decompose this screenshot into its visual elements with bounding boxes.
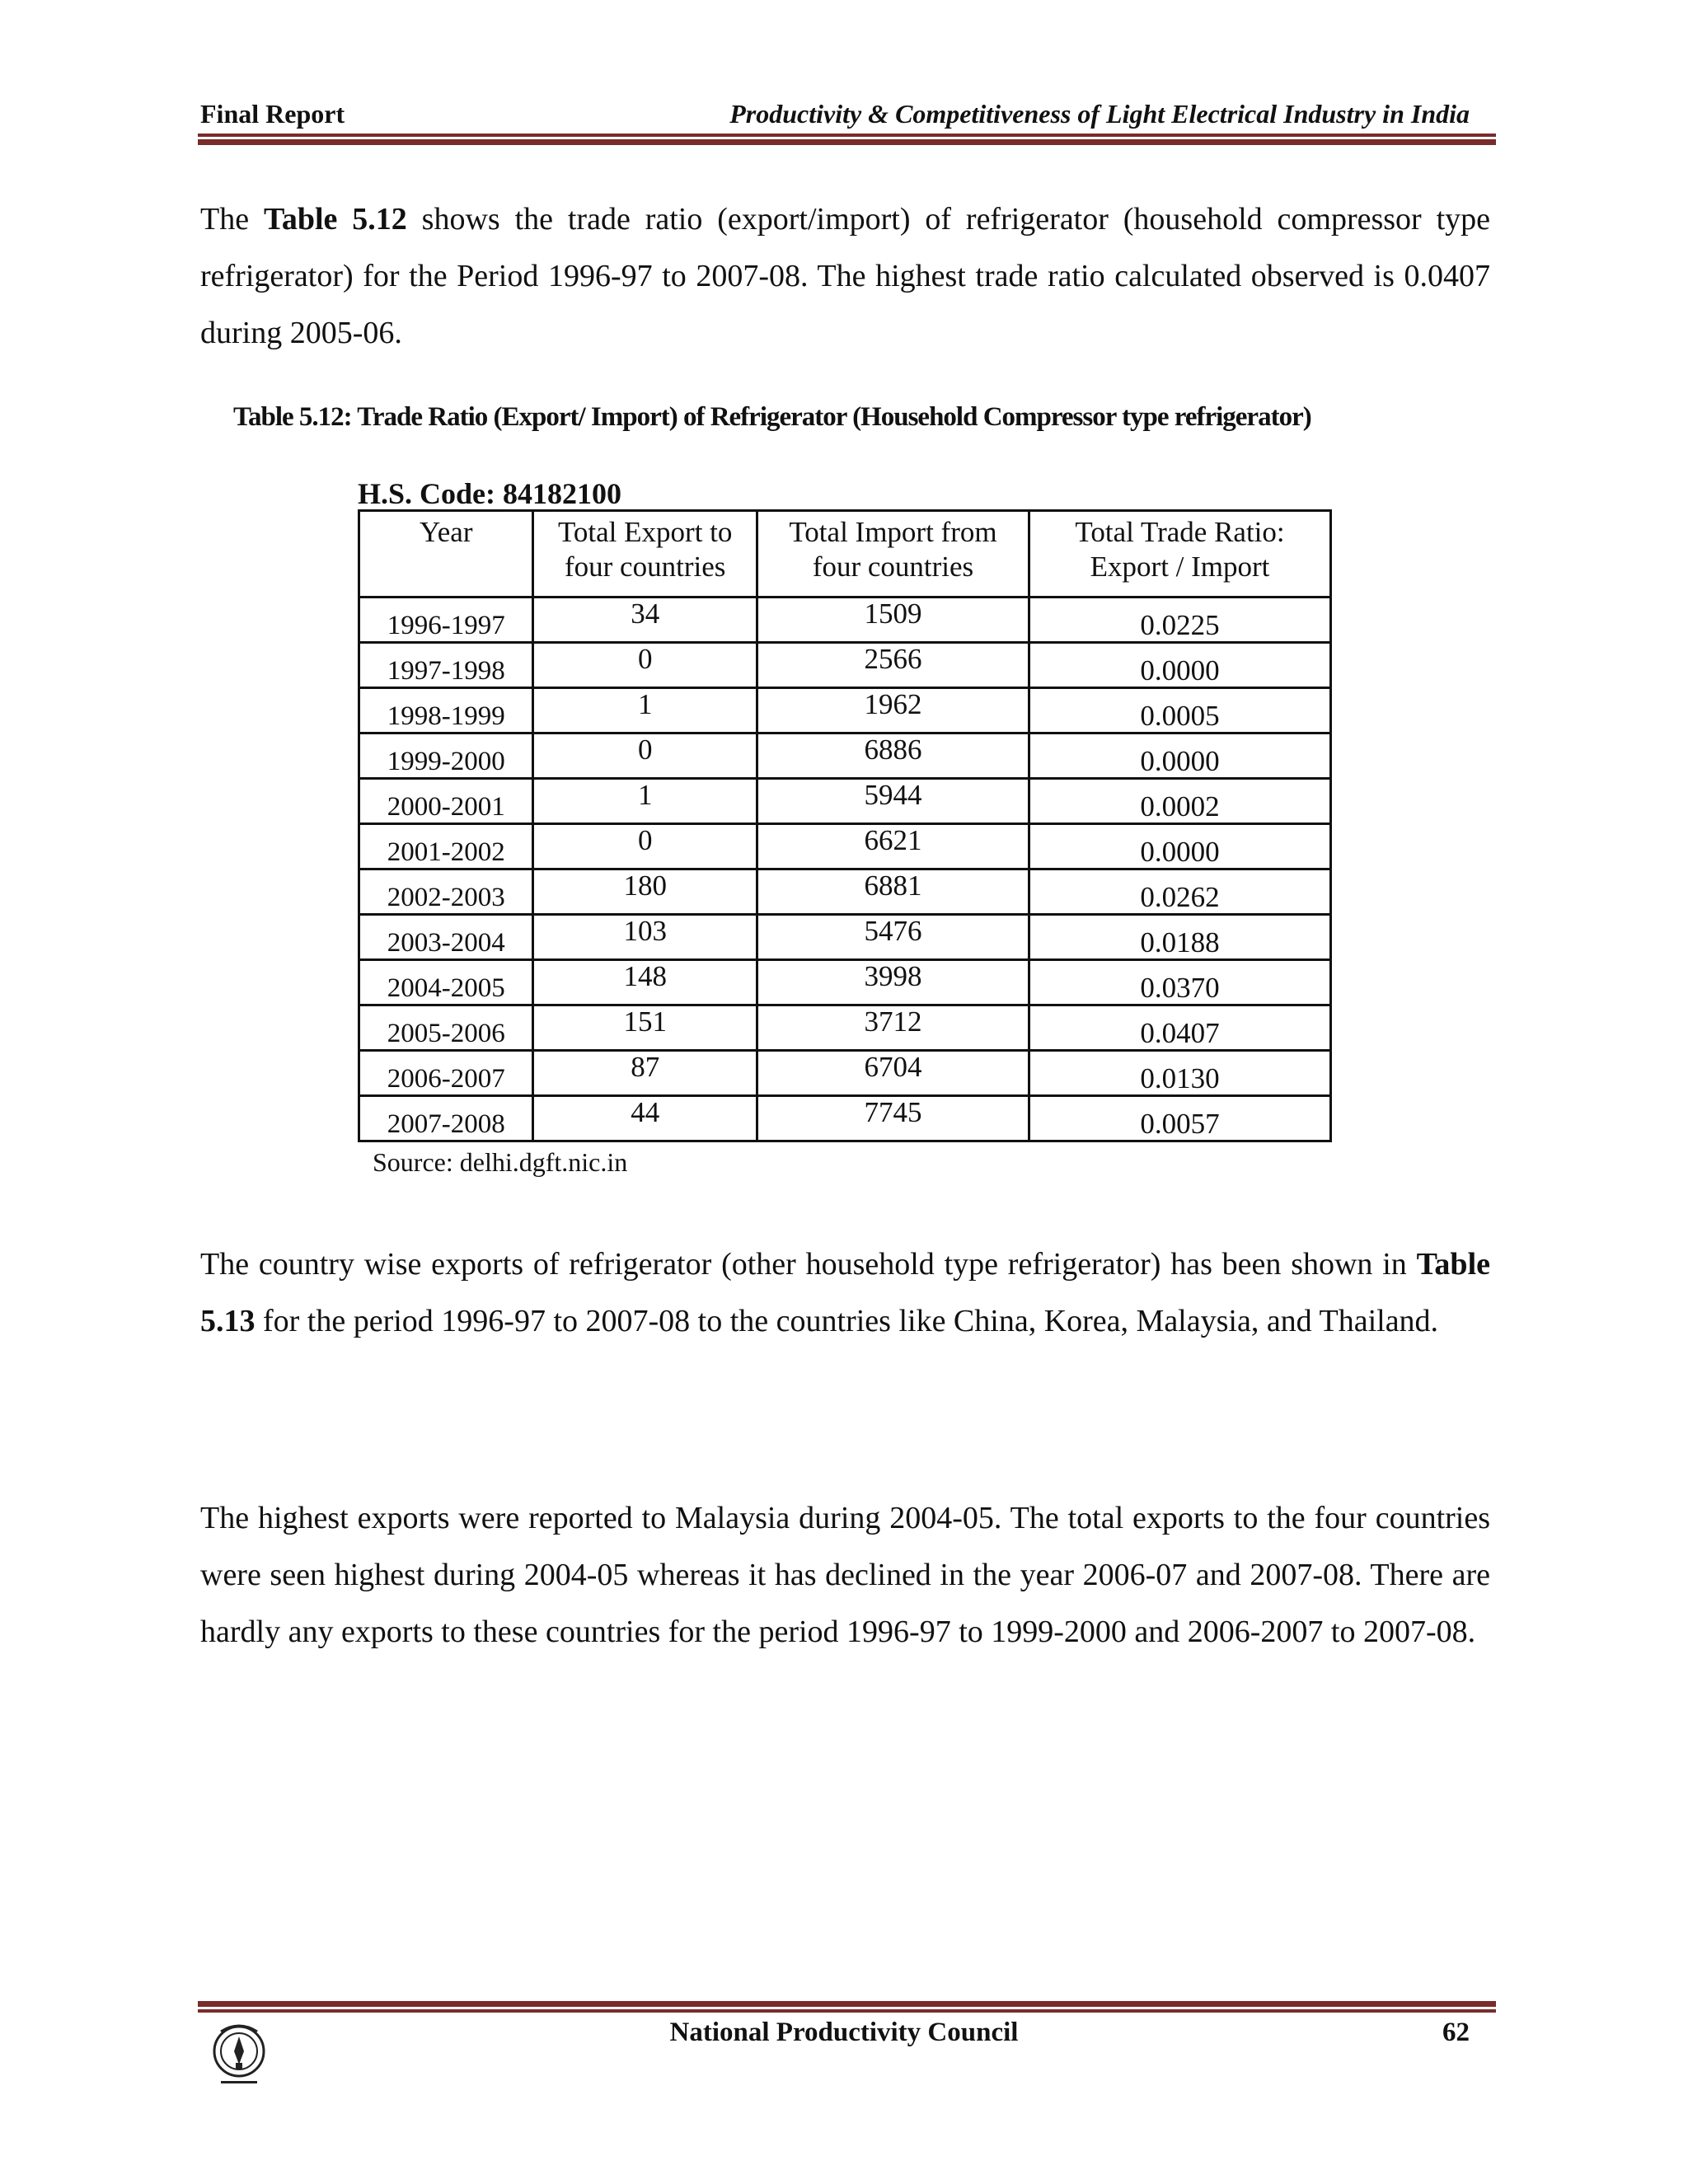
table-header-row <box>359 511 1331 598</box>
table-caption: Table 5.12: Trade Ratio (Export/ Import) of Refrigerator (Household Compressor type refrigerator) <box>233 402 1311 432</box>
cell-export: 0 <box>533 643 757 688</box>
cell-export: 148 <box>533 960 757 1005</box>
cell-import: 6881 <box>757 869 1029 915</box>
cell-year: 2007-2008 <box>359 1096 533 1141</box>
cell-year: 2004-2005 <box>359 960 533 1005</box>
cell-year: 2003-2004 <box>359 915 533 960</box>
cell-import: 5476 <box>757 915 1029 960</box>
cell-ratio: 0.0130 <box>1029 1051 1331 1096</box>
cell-import: 3712 <box>757 1005 1029 1051</box>
cell-import: 3998 <box>757 960 1029 1005</box>
table-row <box>359 915 1331 960</box>
cell-import: 2566 <box>757 643 1029 688</box>
cell-ratio: 0.0002 <box>1029 779 1331 824</box>
table-row <box>359 779 1331 824</box>
cell-ratio: 0.0000 <box>1029 824 1331 869</box>
cell-ratio: 0.0262 <box>1029 869 1331 915</box>
cell-year: 1998-1999 <box>359 688 533 733</box>
cell-import: 6886 <box>757 733 1029 779</box>
column-header: Total Export to four countries <box>533 511 757 598</box>
cell-year: 1996-1997 <box>359 598 533 643</box>
header-document-title: Productivity & Competitiveness of Light Electrical Industry in India <box>729 99 1470 129</box>
cell-import: 6704 <box>757 1051 1029 1096</box>
table-row <box>359 1096 1331 1141</box>
cell-import: 7745 <box>757 1096 1029 1141</box>
table-source: Source: delhi.dgft.nic.in <box>373 1147 628 1177</box>
cell-year: 2000-2001 <box>359 779 533 824</box>
cell-export: 151 <box>533 1005 757 1051</box>
cell-export: 44 <box>533 1096 757 1141</box>
highest-exports-paragraph: The highest exports were reported to Malaysia during 2004-05. The total exports to the four countries were seen highest during 2004-05 whereas it has declined in the year 2006-07 and 2007-08. There are hardly any exports to these countries for the period 1996-97 to 1999-2000 and 2006-2007 to 2007-08. <box>200 1501 1490 1649</box>
cell-ratio: 0.0000 <box>1029 733 1331 779</box>
cell-ratio: 0.0000 <box>1029 643 1331 688</box>
cell-year: 2006-2007 <box>359 1051 533 1096</box>
cell-export: 34 <box>533 598 757 643</box>
trade-ratio-table <box>358 509 1332 1142</box>
cell-export: 180 <box>533 869 757 915</box>
table-row <box>359 598 1331 643</box>
hs-code: H.S. Code: 84182100 <box>358 477 622 510</box>
footer-organization: National Productivity Council <box>669 2018 1019 2047</box>
cell-year: 2005-2006 <box>359 1005 533 1051</box>
cell-ratio: 0.0188 <box>1029 915 1331 960</box>
cell-import: 6621 <box>757 824 1029 869</box>
table-row <box>359 733 1331 779</box>
cell-import: 1509 <box>757 598 1029 643</box>
table-row <box>359 960 1331 1005</box>
column-header: Total Import from four countries <box>757 511 1029 598</box>
column-header: Year <box>359 511 533 598</box>
footer-rule <box>198 2001 1496 2013</box>
cell-export: 1 <box>533 688 757 733</box>
cell-ratio: 0.0225 <box>1029 598 1331 643</box>
cell-import: 1962 <box>757 688 1029 733</box>
header-report-title: Final Report <box>200 99 345 129</box>
cell-ratio: 0.0370 <box>1029 960 1331 1005</box>
intro-paragraph: The Table 5.12 shows the trade ratio (export/import) of refrigerator (household compressor type refrigerator) for the Period 1996-97 to 2007-08. The highest trade ratio calculated observed is 0.0407 during 2005-06. <box>200 202 1491 350</box>
column-header: Total Trade Ratio: Export / Import <box>1029 511 1331 598</box>
table-row <box>359 869 1331 915</box>
cell-ratio: 0.0407 <box>1029 1005 1331 1051</box>
cell-export: 87 <box>533 1051 757 1096</box>
table-row <box>359 643 1331 688</box>
table-reference: Table 5.13 <box>200 1247 1490 1338</box>
table-row <box>359 1005 1331 1051</box>
header-rule <box>198 134 1496 145</box>
cell-export: 103 <box>533 915 757 960</box>
table-row <box>359 688 1331 733</box>
table-body <box>359 598 1331 1141</box>
table-row <box>359 1051 1331 1096</box>
country-exports-paragraph: The country wise exports of refrigerator (other household type refrigerator) has been shown in Table 5.13 for the period 1996-97 to 2007-08 to the countries like China, Korea, Malaysia, and Thailand. <box>200 1247 1490 1338</box>
cell-ratio: 0.0057 <box>1029 1096 1331 1141</box>
cell-export: 0 <box>533 824 757 869</box>
table-row <box>359 824 1331 869</box>
page-number: 62 <box>1442 2018 1470 2047</box>
table-reference: Table 5.12 <box>263 202 407 237</box>
cell-export: 0 <box>533 733 757 779</box>
cell-year: 2001-2002 <box>359 824 533 869</box>
cell-ratio: 0.0005 <box>1029 688 1331 733</box>
cell-year: 1999-2000 <box>359 733 533 779</box>
cell-year: 1997-1998 <box>359 643 533 688</box>
cell-import: 5944 <box>757 779 1029 824</box>
cell-year: 2002-2003 <box>359 869 533 915</box>
cell-export: 1 <box>533 779 757 824</box>
